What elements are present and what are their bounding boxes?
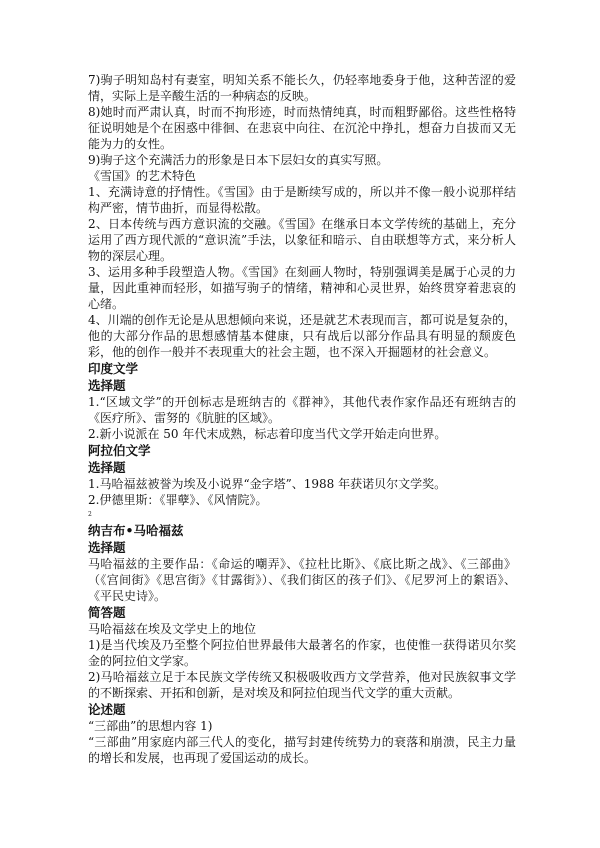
paragraph-komako-7: 7)驹子明知岛村有妻室，明知关系不能长久，仍轻率地委身于他，这种苦涩的爱情，实际上是辛酸生活的一种病态的反映。: [88, 73, 516, 103]
paragraph-arabic-2: 2.伊德里斯：《罪孽》、《风情院》。: [88, 493, 268, 507]
paragraph-indian-1: 1.“区域文学”的开创标志是班纳吉的《群神》，其他代表作家作品还有班纳吉的《医疗所》、雷努的《肮脏的区域》。: [88, 395, 516, 425]
paragraph-art-feature-1: 1、充满诗意的抒情性。《雪国》由于是断续写成的，所以并不像一般小说那样结构严密，情节曲折，而显得松散。: [88, 185, 516, 215]
heading-multiple-choice: 选择题: [88, 378, 126, 393]
paragraph-trilogy-title: “三部曲”的思想内容 1): [88, 719, 213, 733]
heading-mahfouz: 纳吉布•马哈福兹: [88, 523, 184, 538]
heading-essay: 论述题: [88, 702, 126, 717]
paragraph-mahfouz-status-1: 1)是当代埃及乃至整个阿拉伯世界最伟大最著名的作家，也使惟一获得诺贝尔奖金的阿拉伯文学家。: [88, 638, 516, 668]
paragraph-indian-2: 2.新小说派在 50 年代末成熟，标志着印度当代文学开始走向世界。: [88, 427, 447, 441]
paragraph-arabic-1: 1.马哈福兹被誉为埃及小说界“金字塔”、1988 年获诺贝尔文学奖。: [88, 477, 447, 491]
paragraph-mahfouz-status-2: 2)马哈福兹立足于本民族文学传统又积极吸收西方文学营养，他对民族叙事文学的不断探索、开拓和创新，是对埃及和阿拉伯现当代文学的重大贡献。: [88, 670, 516, 700]
heading-multiple-choice: 选择题: [88, 460, 126, 475]
paragraph-art-feature-4: 4、川端的创作无论是从思想倾向来说，还是就艺术表现而言，都可说是复杂的，他的大部分作品的思想感情基本健康，只有战后以部分作品具有明显的颓废色彩，他的创作一般并不表现重大的社会主题，也不深入开掘题材的社会意义。: [88, 313, 516, 359]
paragraph-art-feature-3: 3、运用多种手段塑造人物。《雪国》在刻画人物时，特别强调美是属于心灵的力量，因此重神而轻形，如描写驹子的情绪，精神和心灵世界，始终贯穿着悲哀的心绪。: [88, 265, 516, 311]
paragraph-snow-country-art-title: 《雪国》的艺术特色: [88, 169, 197, 183]
paragraph-mahfouz-status-title: 马哈福兹在埃及文学史上的地位: [88, 622, 257, 636]
paragraph-mahfouz-works: 马哈福兹的主要作品：《命运的嘲弄》、《拉杜比斯》、《底比斯之战》、《三部曲》（《宫间街》《思宫街》《甘露街》）、《我们街区的孩子们》、《尼罗河上的絮语》、《平民史诗》。: [88, 557, 516, 603]
heading-arabic-literature: 阿拉伯文学: [88, 443, 151, 458]
paragraph-komako-9: 9)驹子这个充满活力的形象是日本下层妇女的真实写照。: [88, 153, 389, 167]
document-body: [88, 72, 516, 766]
paragraph-trilogy-content: “三部曲”用家庭内部三代人的变化，描写封建传统势力的衰落和崩溃，民主力量的增长和发展，也再现了爱国运动的成长。: [88, 735, 516, 765]
paragraph-komako-8: 8)她时而严肃认真，时而不拘形迹，时而热情纯真，时而粗野鄙俗。这些性格特征说明她是个在困惑中徘徊、在悲哀中向往、在沉沦中挣扎，想奋力自拔而又无能为力的女性。: [88, 105, 516, 151]
page-number: 2: [88, 511, 92, 518]
heading-multiple-choice: 选择题: [88, 540, 126, 555]
heading-indian-literature: 印度文学: [88, 361, 139, 376]
paragraph-art-feature-2: 2、日本传统与西方意识流的交融。《雪国》在继承日本文学传统的基础上，充分运用了西方现代派的“意识流”手法，以象征和暗示、自由联想等方式，来分析人物的深层心理。: [88, 217, 516, 263]
heading-short-answer: 简答题: [88, 605, 126, 620]
